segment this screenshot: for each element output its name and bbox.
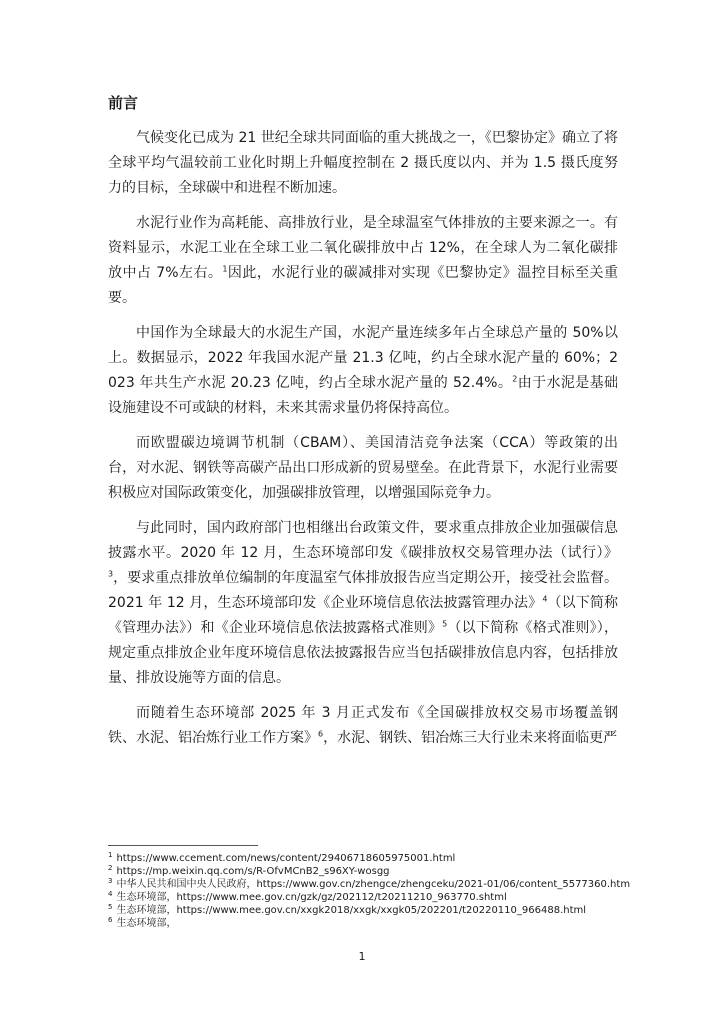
- footnote-ref[interactable]: 1: [222, 264, 228, 274]
- footnote-link[interactable]: 生态环境部，https://www.mee.gov.cn/xxgk2018/xxgk/xxgk05/202201/t20220110_966488.html: [116, 905, 587, 916]
- footnote-item: [108, 917, 628, 930]
- paragraph-6: [108, 701, 618, 751]
- paragraph-3: [108, 321, 618, 421]
- footnote-text: 生态环境部，: [116, 918, 177, 929]
- footnote-link[interactable]: https://www.ccement.com/news/content/29406718605975001.html: [116, 853, 456, 864]
- paragraph-text: 水泥行业作为高耗能、高排放行业，是全球温室气体排放的主要来源之一。有资料显示，水泥工业在全球工业二氧化碳排放中占 12%，在全球人为二氧化碳排放中占 7%左右。: [108, 215, 618, 281]
- paragraph-text: 而欧盟碳边境调节机制（CBAM）、美国清洁竞争法案（CCA）等政策的出台，对水泥、钢铁等高碳产品出口形成新的贸易壁垒。在此背景下，水泥行业需要积极应对国际政策变化，加强碳排放管理，以增强国际竞争力。: [108, 435, 618, 501]
- paragraph-text: 而随着生态环境部 2025 年 3 月正式发布《全国碳排放权交易市场覆盖钢铁、水泥、铝冶炼行业工作方案》: [108, 705, 618, 746]
- footnote-item: [108, 891, 628, 904]
- footnote-ref[interactable]: 4: [542, 594, 548, 604]
- footnote-item: [108, 865, 628, 878]
- paragraph-text: 气候变化已成为 21 世纪全球共同面临的重大挑战之一，《巴黎协定》确立了将全球平均气温较前工业化时期上升幅度控制在 2 摄氏度以内、并为 1.5 摄氏度努力的目标，全球碳中和进程不断加速。: [108, 130, 618, 196]
- page-number: 1: [358, 950, 366, 963]
- paragraph-text: ，水泥、钢铁、铝冶炼三大行业未来将面临更严: [323, 730, 618, 746]
- paragraph-1: [108, 126, 618, 201]
- footnote-mark: 6: [108, 915, 113, 924]
- paragraph-text: 由于水泥是基础设施建设不可或缺的材料，未来其需求量仍将保持高位。: [108, 375, 618, 416]
- footnote-ref[interactable]: 5: [442, 619, 448, 629]
- paragraph-4: [108, 431, 618, 506]
- paragraph-text: 因此，水泥行业的碳减排对实现《巴黎协定》温控目标至关重要。: [108, 265, 618, 306]
- footnotes: [108, 850, 631, 930]
- footnote-ref[interactable]: 6: [318, 729, 324, 739]
- paragraph-text: ，要求重点排放单位编制的年度温室气体排放报告应当定期公开，接受社会监督。2021 年 12 月，生态环境部印发《企业环境信息依法披露管理办法》: [108, 570, 618, 611]
- footnote-item: [108, 904, 628, 917]
- paragraph-text: 与此同时，国内政府部门也相继出台政策文件，要求重点排放企业加强碳信息披露水平。2020 年 12 月，生态环境部印发《碳排放权交易管理办法（试行）》: [108, 520, 618, 561]
- footnote-item: [108, 876, 631, 891]
- footnote-mark: 2: [108, 863, 113, 872]
- footnote-item: [108, 852, 628, 865]
- paragraph-text: （以下简称《格式准则》），规定重点排放企业年度环境信息依法披露报告应当包括碳排放信息内容，包括排放量、排放设施等方面的信息。: [108, 620, 619, 686]
- footnote-link[interactable]: https://mp.weixin.qq.com/s/R-OfvMCnB2_s96XY-wosgg: [116, 866, 390, 877]
- section-heading: 前言: [108, 94, 139, 112]
- footnote-mark: 5: [108, 902, 113, 911]
- footnote-link[interactable]: 生态环境部，https://www.mee.gov.cn/gzk/gz/202112/t20211210_963770.shtml: [116, 892, 507, 903]
- paragraph-5: [108, 516, 618, 691]
- footnote-mark: 3: [108, 876, 113, 885]
- footnote-mark: 4: [108, 889, 113, 898]
- footnote-ref[interactable]: 2: [512, 374, 518, 384]
- paragraph-text: 中国作为全球最大的水泥生产国，水泥产量连续多年占全球总产量的 50%以上。数据显示，2022 年我国水泥产量 21.3 亿吨，约占全球水泥产量的 60%；2023 年共生产水泥 20.23 亿吨，约占全球水泥产量的 52.4%。: [108, 325, 618, 391]
- paragraph-text: （以下简称《管理办法》）和《企业环境信息依法披露格式准则》: [108, 595, 619, 636]
- paragraph-2: [108, 211, 618, 311]
- footnote-link[interactable]: 中华人民共和国中央人民政府，https://www.gov.cn/zhengce/zhengceku/2021-01/06/content_5577360.htm: [116, 879, 631, 890]
- footnote-separator: [108, 845, 258, 846]
- footnote-ref[interactable]: 3: [108, 569, 114, 579]
- footnote-mark: 1: [108, 850, 113, 859]
- body-content: [108, 92, 618, 761]
